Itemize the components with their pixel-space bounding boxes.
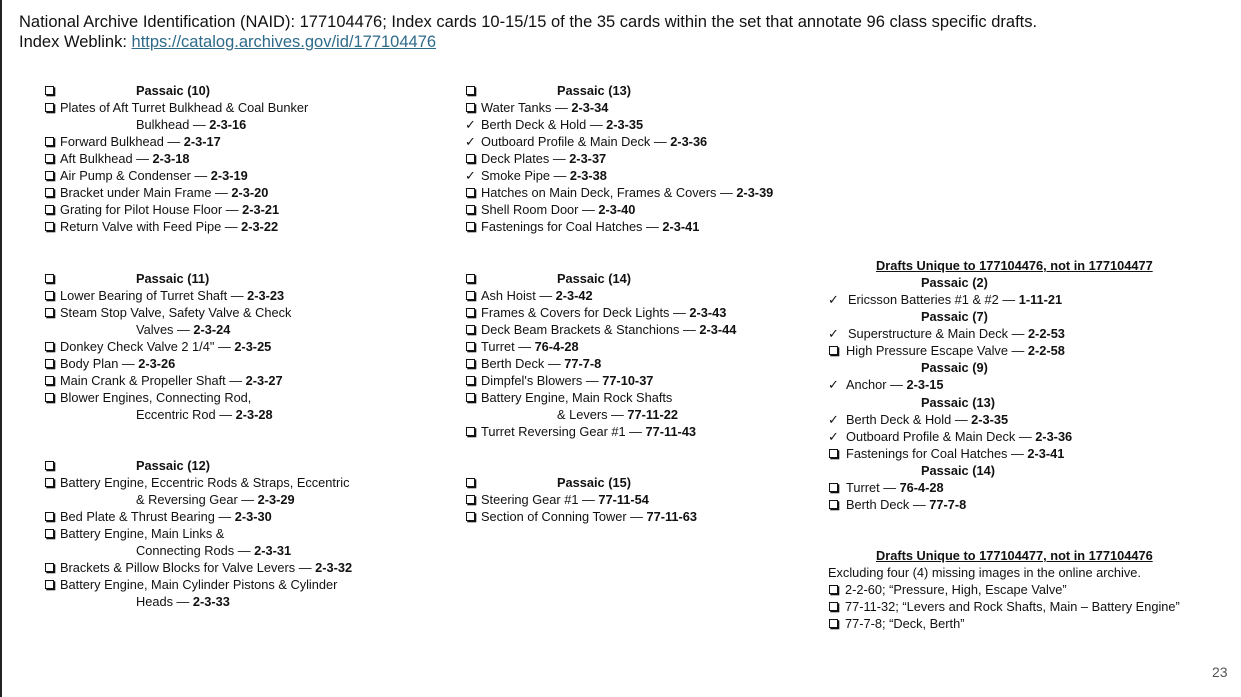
checkbox-icon[interactable] (465, 287, 479, 304)
checkbox-icon[interactable] (44, 559, 58, 576)
checkbox-icon[interactable] (44, 304, 58, 321)
checkbox-icon[interactable] (44, 474, 58, 491)
draft-code: 2-3-19 (210, 168, 248, 183)
draft-code: 77-7-8 (564, 356, 602, 371)
checkmark-icon[interactable]: ✓ (465, 117, 476, 132)
draft-code: 1-11-21 (1018, 292, 1063, 307)
checkbox-icon[interactable] (828, 342, 842, 359)
draft-code: 2-3-16 (209, 117, 247, 132)
draft-code: 2-3-40 (598, 202, 636, 217)
checkbox-icon[interactable] (44, 338, 58, 355)
checkbox-icon[interactable] (44, 576, 58, 593)
list-item: Turret Reversing Gear #1 — 77-11-43 (465, 423, 825, 440)
checkbox-icon[interactable] (465, 389, 479, 406)
checkbox-icon[interactable] (44, 287, 58, 304)
group-title-row (44, 82, 444, 99)
group-passaic-12 (44, 457, 444, 610)
list-item: Fastenings for Coal Hatches — 2-3-41 (465, 218, 825, 235)
checkbox-icon[interactable] (465, 338, 479, 355)
group-title: Passaic (7) (921, 309, 988, 324)
checkbox-icon[interactable] (828, 445, 842, 462)
checkmark-icon[interactable]: ✓ (465, 134, 476, 149)
checkbox-icon[interactable] (44, 270, 58, 287)
checkbox-icon[interactable] (465, 218, 479, 235)
checkmark-icon[interactable]: ✓ (828, 326, 839, 341)
checkbox-icon[interactable] (828, 598, 842, 615)
group-title: Passaic (12) (136, 458, 210, 473)
checkbox-icon[interactable] (44, 389, 58, 406)
list-item-continuation: Bulkhead — 2-3-16 (136, 117, 247, 132)
weblink-link[interactable]: https://catalog.archives.gov/id/177104476 (131, 33, 437, 51)
list-item: ✓ Outboard Profile & Main Deck — 2-3-36 (828, 429, 1073, 444)
section-heading: Drafts Unique to 177104476, not in 177104477 (876, 258, 1153, 273)
draft-code: 2-3-41 (1027, 446, 1065, 461)
group-title-row (465, 270, 825, 287)
list-item-continuation: Eccentric Rod — 2-3-28 (136, 407, 273, 422)
list-item-continuation: Connecting Rods — 2-3-31 (136, 543, 292, 558)
list-item: Fastenings for Coal Hatches — 2-3-41 (828, 445, 1208, 462)
checkbox-icon[interactable] (465, 270, 479, 287)
checkbox-icon[interactable] (465, 184, 479, 201)
checkbox-icon[interactable] (44, 525, 58, 542)
draft-code: 77-11-63 (646, 509, 698, 524)
group-title: Passaic (11) (136, 271, 210, 286)
list-item-continuation: & Reversing Gear — 2-3-29 (136, 492, 295, 507)
draft-code: 2-3-24 (193, 322, 231, 337)
checkbox-icon[interactable] (44, 508, 58, 525)
checkbox-icon[interactable] (465, 201, 479, 218)
group-title: Passaic (14) (557, 271, 631, 286)
list-item: Berth Deck — 77-7-8 (465, 355, 825, 372)
checkbox-icon[interactable] (465, 304, 479, 321)
draft-code: 2-3-34 (571, 100, 609, 115)
list-item: ✓ Ericsson Batteries #1 & #2 — 1-11-21 (828, 292, 1063, 307)
group-title-row (465, 82, 825, 99)
draft-code: 2-3-42 (555, 288, 593, 303)
checkbox-icon[interactable] (465, 355, 479, 372)
list-item: Return Valve with Feed Pipe — 2-3-22 (44, 218, 444, 235)
draft-code: 77-11-22 (627, 407, 678, 422)
draft-code: 2-3-35 (606, 117, 644, 132)
draft-code: 2-3-39 (736, 185, 774, 200)
weblink-line (19, 32, 1037, 52)
group-title: Passaic (13) (921, 395, 995, 410)
list-item: Aft Bulkhead — 2-3-18 (44, 150, 444, 167)
list-item: ✓ Berth Deck & Hold — 2-3-35 (828, 412, 1009, 427)
group-title-row (44, 270, 444, 287)
draft-code: 2-2-53 (1027, 326, 1065, 341)
naid-line: National Archive Identification (NAID): 177104476; Index cards 10-15/15 of the 35 cards within the set that annotate 96 class specific drafts. (19, 13, 1038, 31)
checkmark-icon[interactable]: ✓ (828, 292, 839, 307)
list-item: Plates of Aft Turret Bulkhead & Coal Bunker (44, 99, 444, 116)
checkbox-icon[interactable] (465, 491, 479, 508)
draft-code: 2-3-21 (242, 202, 280, 217)
checkbox-icon[interactable] (828, 479, 842, 496)
checkbox-icon[interactable] (465, 150, 479, 167)
draft-code: 77-10-37 (602, 373, 654, 388)
list-item: Forward Bulkhead — 2-3-17 (44, 133, 444, 150)
checkbox-icon[interactable] (44, 82, 58, 99)
checkbox-icon[interactable] (44, 355, 58, 372)
group-title: Passaic (13) (557, 83, 631, 98)
checkbox-icon[interactable] (44, 372, 58, 389)
checkmark-icon[interactable]: ✓ (465, 168, 476, 183)
checkbox-icon[interactable] (44, 133, 58, 150)
list-item: Water Tanks — 2-3-34 (465, 99, 825, 116)
group-passaic-14 (465, 270, 825, 440)
group-title: Passaic (10) (136, 83, 210, 98)
draft-code: 76-4-28 (534, 339, 579, 354)
draft-code: 2-3-43 (689, 305, 727, 320)
draft-code: 2-3-28 (235, 407, 273, 422)
list-item: Hatches on Main Deck, Frames & Covers — 2-3-39 (465, 184, 825, 201)
list-item: Section of Conning Tower — 77-11-63 (465, 508, 825, 525)
draft-code: 2-3-36 (1035, 429, 1073, 444)
section-heading: Drafts Unique to 177104477, not in 177104476 (876, 548, 1153, 563)
draft-code: 2-3-36 (670, 134, 708, 149)
list-item: Ash Hoist — 2-3-42 (465, 287, 825, 304)
draft-code: 77-11-54 (598, 492, 649, 507)
draft-code: 77-7-8 (929, 497, 967, 512)
draft-code: 2-3-26 (138, 356, 176, 371)
draft-code: 76-4-28 (899, 480, 944, 495)
draft-code: 2-3-35 (971, 412, 1009, 427)
checkbox-icon[interactable] (828, 581, 842, 598)
checkbox-icon[interactable] (44, 457, 58, 474)
checkbox-icon[interactable] (465, 474, 479, 491)
checkbox-icon[interactable] (44, 184, 58, 201)
checkbox-icon[interactable] (828, 615, 842, 632)
checkbox-icon[interactable] (44, 201, 58, 218)
list-item-continuation: Valves — 2-3-24 (136, 322, 231, 337)
draft-code: 2-3-30 (234, 509, 272, 524)
checkmark-icon[interactable]: ✓ (828, 429, 839, 444)
draft-code: 2-2-58 (1027, 343, 1065, 358)
list-item: High Pressure Escape Valve — 2-2-58 (828, 342, 1208, 359)
list-item: Turret — 76-4-28 (828, 479, 1208, 496)
list-item: Frames & Covers for Deck Lights — 2-3-43 (465, 304, 825, 321)
list-item: Berth Deck — 77-7-8 (828, 496, 1208, 513)
draft-code: 2-3-23 (247, 288, 285, 303)
draft-code: 2-3-25 (234, 339, 272, 354)
list-item: ✓ Berth Deck & Hold — 2-3-35 (465, 117, 644, 132)
list-item: Deck Plates — 2-3-37 (465, 150, 825, 167)
checkbox-icon[interactable] (44, 150, 58, 167)
draft-code: 2-3-18 (152, 151, 190, 166)
draft-code: 2-3-41 (662, 219, 700, 234)
list-item: Brackets & Pillow Blocks for Valve Levers — 2-3-32 (44, 559, 444, 576)
draft-code: 2-3-15 (906, 377, 944, 392)
list-item: Body Plan — 2-3-26 (44, 355, 444, 372)
list-item: Turret — 76-4-28 (465, 338, 825, 355)
group-title: Passaic (2) (921, 275, 988, 290)
page-number: 23 (1212, 664, 1228, 680)
draft-code: 2-3-20 (231, 185, 269, 200)
checkbox-icon[interactable] (465, 372, 479, 389)
checkbox-icon[interactable] (465, 423, 479, 440)
list-item: Battery Engine, Main Rock Shafts (465, 389, 825, 406)
checkmark-icon[interactable]: ✓ (828, 377, 839, 392)
group-title: Passaic (15) (557, 475, 631, 490)
draft-code: 2-3-44 (699, 322, 737, 337)
list-item: Lower Bearing of Turret Shaft — 2-3-23 (44, 287, 444, 304)
group-passaic-15 (465, 474, 825, 525)
list-item: ✓ Superstructure & Main Deck — 2-2-53 (828, 326, 1065, 341)
checkbox-icon[interactable] (828, 496, 842, 513)
list-item: ✓ Smoke Pipe — 2-3-38 (465, 168, 607, 183)
draft-code: 2-3-31 (254, 543, 292, 558)
list-item: 2-2-60; “Pressure, High, Escape Valve” (828, 581, 1228, 598)
list-item: Air Pump & Condenser — 2-3-19 (44, 167, 444, 184)
list-item: Donkey Check Valve 2 1/4" — 2-3-25 (44, 338, 444, 355)
draft-code: 2-3-37 (569, 151, 607, 166)
list-item: Battery Engine, Main Cylinder Pistons & Cylinder (44, 576, 444, 593)
list-item: Main Crank & Propeller Shaft — 2-3-27 (44, 372, 444, 389)
group-title: Passaic (14) (921, 463, 995, 478)
list-item: ✓ Outboard Profile & Main Deck — 2-3-36 (465, 134, 708, 149)
unique-477-section (828, 547, 1228, 632)
list-item: Battery Engine, Main Links & (44, 525, 444, 542)
list-item: 77-11-32; “Levers and Rock Shafts, Main – Battery Engine” (828, 598, 1228, 615)
draft-code: 2-3-38 (569, 168, 607, 183)
checkbox-icon[interactable] (465, 508, 479, 525)
list-item: Shell Room Door — 2-3-40 (465, 201, 825, 218)
checkbox-icon[interactable] (44, 167, 58, 184)
list-item: ✓ Anchor — 2-3-15 (828, 377, 944, 392)
draft-code: 2-3-22 (241, 219, 279, 234)
draft-code: 2-3-17 (183, 134, 221, 149)
list-item: Battery Engine, Eccentric Rods & Straps, Eccentric (44, 474, 444, 491)
checkbox-icon[interactable] (465, 82, 479, 99)
weblink-label: Index Weblink: (19, 33, 127, 51)
list-item: Dimpfel's Blowers — 77-10-37 (465, 372, 825, 389)
group-passaic-10 (44, 82, 444, 235)
group-passaic-11 (44, 270, 444, 423)
list-item: Steering Gear #1 — 77-11-54 (465, 491, 825, 508)
list-item: 77-7-8; “Deck, Berth” (828, 615, 1228, 632)
group-title-row (465, 474, 825, 491)
checkbox-icon[interactable] (44, 99, 58, 116)
checkmark-icon[interactable]: ✓ (828, 412, 839, 427)
unique-476-section (828, 257, 1208, 513)
list-item: Steam Stop Valve, Safety Valve & Check (44, 304, 444, 321)
list-item: Blower Engines, Connecting Rod, (44, 389, 444, 406)
draft-code: 2-3-32 (315, 560, 353, 575)
list-item: Grating for Pilot House Floor — 2-3-21 (44, 201, 444, 218)
list-item-continuation: Heads — 2-3-33 (136, 594, 230, 609)
draft-code: 2-3-29 (257, 492, 295, 507)
checkbox-icon[interactable] (465, 99, 479, 116)
group-passaic-13 (465, 82, 825, 235)
list-item: Deck Beam Brackets & Stanchions — 2-3-44 (465, 321, 825, 338)
checkbox-icon[interactable] (465, 321, 479, 338)
checkbox-icon[interactable] (44, 218, 58, 235)
draft-code: 2-3-27 (245, 373, 283, 388)
draft-code: 2-3-33 (192, 594, 230, 609)
draft-code: 77-11-43 (645, 424, 697, 439)
group-title: Passaic (9) (921, 360, 988, 375)
section-note: Excluding four (4) missing images in the online archive. (828, 565, 1141, 580)
group-title-row (44, 457, 444, 474)
list-item: Bed Plate & Thrust Bearing — 2-3-30 (44, 508, 444, 525)
list-item-continuation: & Levers — 77-11-22 (557, 407, 678, 422)
page-header (19, 12, 1037, 52)
list-item: Bracket under Main Frame — 2-3-20 (44, 184, 444, 201)
